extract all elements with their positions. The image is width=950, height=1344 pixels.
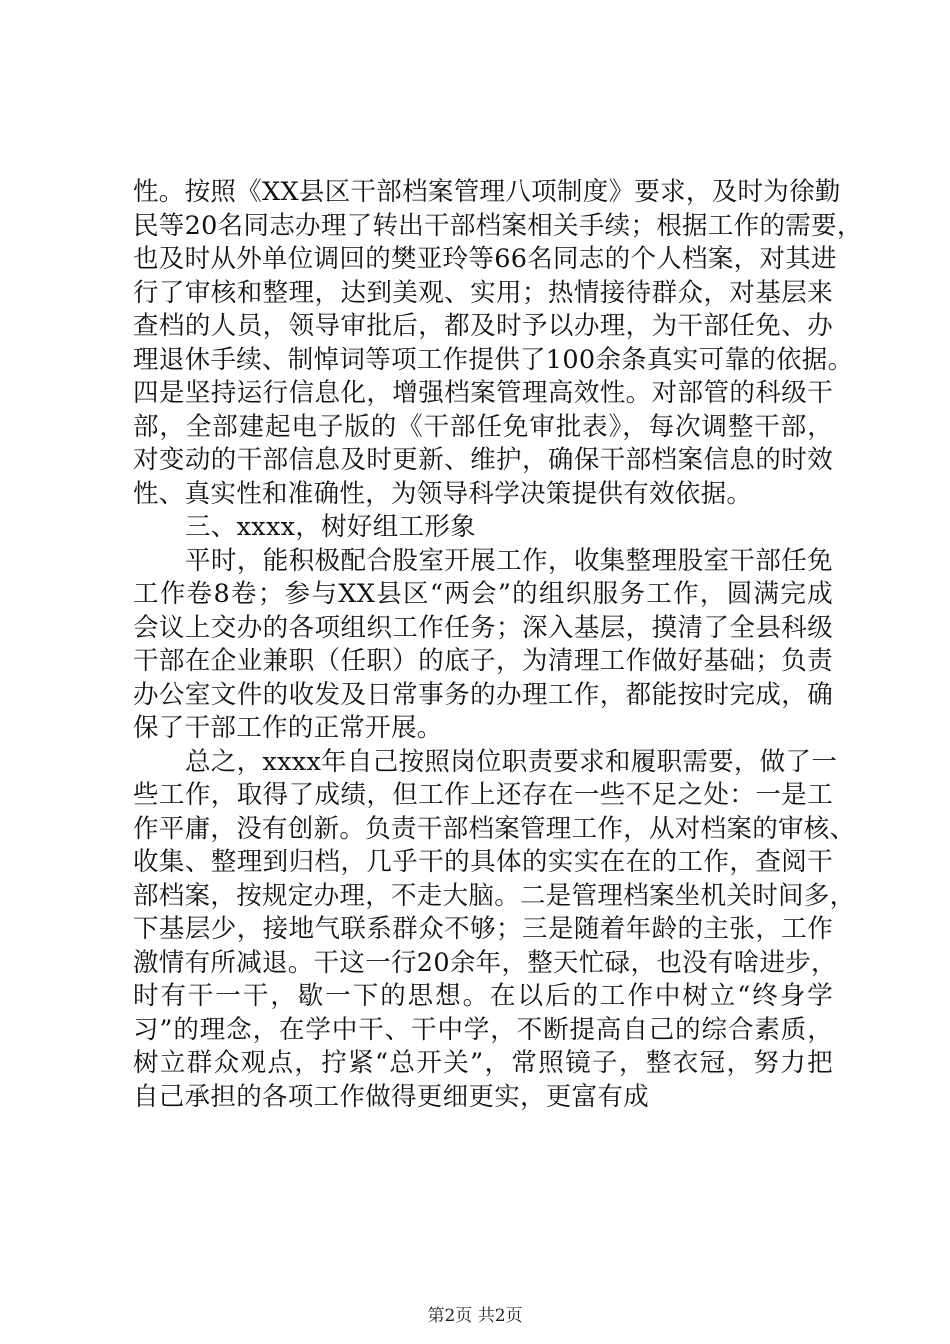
text-line: 部档案，按规定办理，不走大脑。二是管理档案坐机关时间多， — [133, 880, 856, 911]
text-line: 干部在企业兼职（任职）的底子，为清理工作做好基础；负责 — [133, 646, 833, 676]
section-heading: 三、xxxx，树好组工形象 — [185, 512, 476, 542]
text-line: 四是坚持运行信息化，增强档案管理高效性。对部管的科级干 — [133, 378, 833, 408]
text-line: 平时，能积极配合股室开展工作，收集整理股室干部任免 — [185, 545, 833, 576]
page-footer: 第2页 共2页 — [427, 1306, 523, 1326]
text-line: 也及时从外单位调回的樊亚玲等66名同志的个人档案，对其进 — [133, 244, 837, 274]
text-line: 行了审核和整理，达到美观、实用；热情接待群众，对基层来 — [133, 277, 833, 308]
text-line: 作平庸，没有创新。负责干部档案管理工作，从对档案的审核、 — [133, 813, 856, 844]
text-line: 习”的理念，在学中干、干中学，不断提高自己的综合素质， — [133, 1014, 833, 1045]
text-line: 性。按照《XX县区干部档案管理八项制度》要求，及时为徐勤 — [133, 177, 841, 207]
text-line: 总之，xxxx年自己按照岗位职责要求和履职需要，做了一 — [185, 746, 838, 777]
text-line: 性、真实性和准确性，为领导科学决策提供有效依据。 — [133, 478, 753, 509]
text-line: 树立群众观点，拧紧“总开关”，常照镜子，整衣冠，努力把 — [133, 1048, 833, 1078]
text-line: 些工作，取得了成绩，但工作上还存在一些不足之处：一是工 — [133, 780, 833, 810]
document-body — [133, 176, 863, 1114]
text-line: 办公室文件的收发及日常事务的办理工作，都能按时完成，确 — [133, 679, 833, 710]
text-line: 会议上交办的各项组织工作任务；深入基层，摸清了全县科级 — [133, 612, 833, 643]
text-line: 部，全部建起电子版的《干部任免审批表》，每次调整干部， — [133, 411, 833, 442]
text-line: 民等20名同志办理了转出干部档案相关手续；根据工作的需要， — [133, 210, 863, 241]
text-line: 保了干部工作的正常开展。 — [133, 713, 443, 743]
text-line: 自己承担的各项工作做得更细更实，更富有成 — [133, 1081, 650, 1112]
text-line: 下基层少，接地气联系群众不够；三是随着年龄的主张，工作 — [133, 914, 833, 944]
text-line: 时有干一干，歇一下的思想。在以后的工作中树立“终身学 — [133, 981, 833, 1011]
text-line: 理退休手续、制悼词等项工作提供了100余条真实可靠的依据。 — [133, 344, 854, 375]
text-line: 查档的人员，领导审批后，都及时予以办理，为干部任免、办 — [133, 311, 833, 341]
text-line: 激情有所减退。干这一行20余年，整天忙碌，也没有啥进步， — [133, 947, 837, 978]
text-line: 工作卷8卷；参与XX县区“两会”的组织服务工作，圆满完成 — [133, 579, 833, 609]
text-line: 收集、整理到归档，几乎干的具体的实实在在的工作，查阅干 — [133, 847, 833, 877]
text-line: 对变动的干部信息及时更新、维护，确保干部档案信息的时效 — [133, 445, 833, 475]
